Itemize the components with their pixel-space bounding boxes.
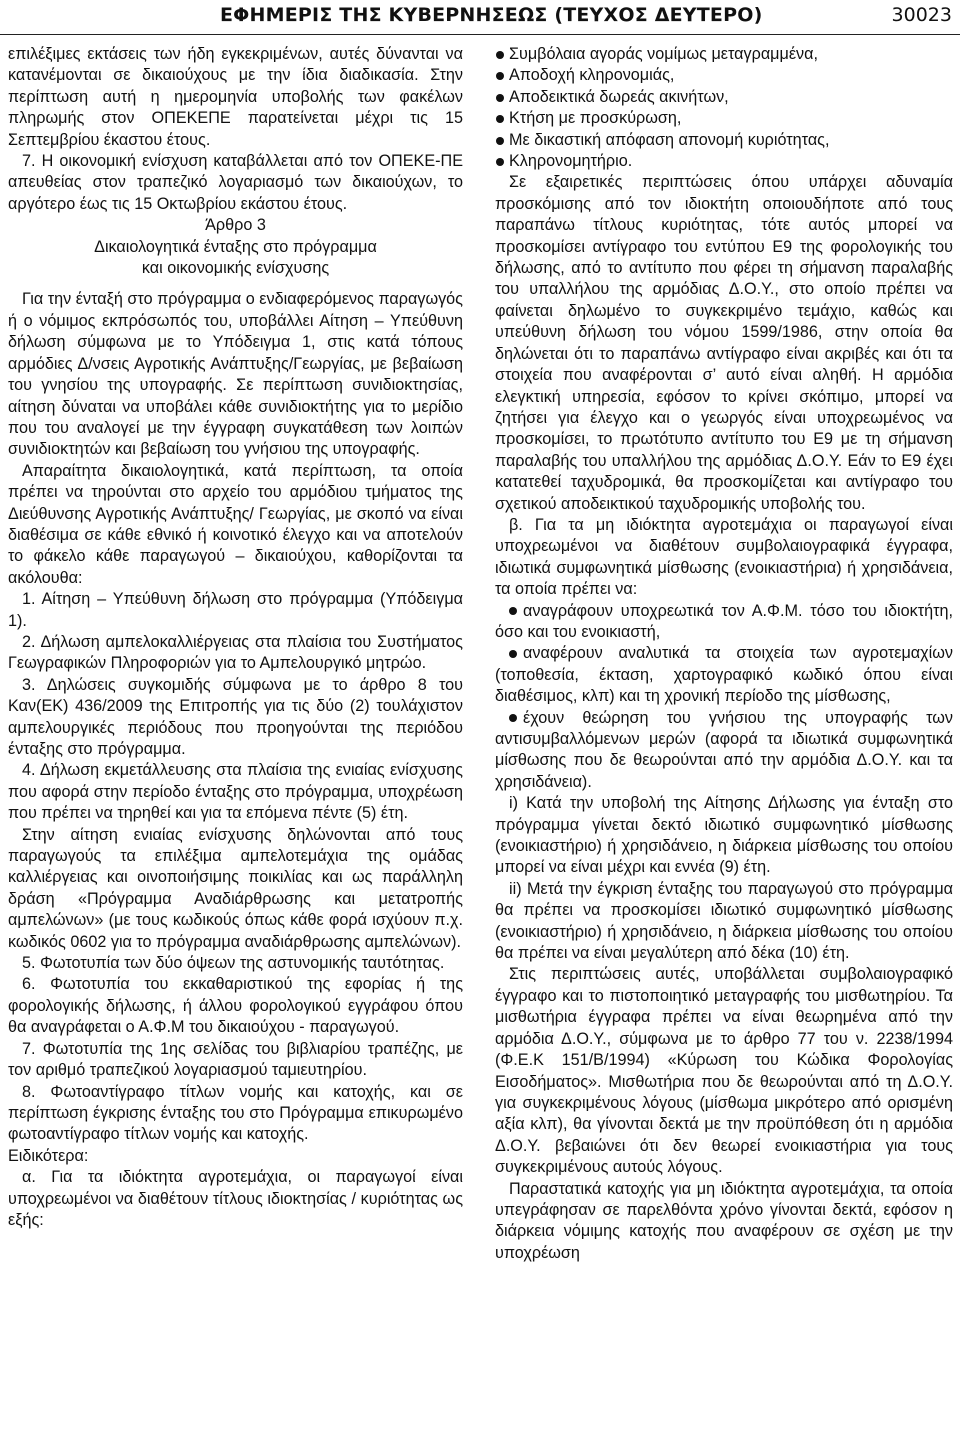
bullet-item: έχουν θεώρηση του γνήσιου της υπογραφής των αντισυμβαλλόμενων μερών (αφορά τα ιδιωτικά συμφωνητικά μίσθωσης που δε θεωρούνται από την αρμόδια Δ.Ο.Υ. και τα χρησιδάνεια). <box>495 708 953 791</box>
paragraph: Παραστατικά κατοχής για μη ιδιόκτητα αγροτεμάχια, τα οποία υπεγράφησαν σε παρελθόντα χρόνο γίνονται δεκτά, εφόσον η διάρκεια νόμιμης κατοχής που αναφέρουν σε σχέση με την υποχρέωση <box>495 1179 953 1262</box>
list-item: 3. Δηλώσεις συγκομιδής σύμφωνα με το άρθρο 8 του Καν(ΕΚ) 436/2009 της Επιτροπής για τις δύο (2) τουλάχιστον αμπελουργικές περιόδους που προηγούνται της περιόδου ένταξης στο πρόγραμμα. <box>8 675 463 758</box>
list-item: 7. Φωτοτυπία της 1ης σελίδας του βιβλιαρίου τραπέζης, με τον αριθμό τραπεζικού λογαριασμού ταμιευτηρίου. <box>8 1039 463 1080</box>
bullet-item: Αποδοχή κληρονομιάς, <box>495 65 953 86</box>
article-subtitle: και οικονομικής ενίσχυσης <box>141 259 330 278</box>
paragraph: Για την ένταξή στο πρόγραμμα ο ενδιαφερόμενος παραγωγός ή ο νόμιμος εκπρόσωπός του, υποβάλλει Αίτηση – Υπεύθυνη δήλωση σύμφωνα με το Υπόδειγμα 1, στις κατά τόπους αρμόδιες Δ/νσεις Αγροτικής Ανάπτυξης/Γεωργίας, με βεβαίωση του γνησίου της υπογραφής. Σε περίπτωση συνιδιοκτησίας, αίτηση δύναται να υποβάλει κάθε συνιδιοκτήτης για το μερίδιο που του αναλογεί με την έγγραφη συγκατάθεση των λοιπών συνιδιοκτητών και βεβαίωση του γνήσιου της υπογραφής. <box>8 290 463 459</box>
bullet-item: Με δικαστική απόφαση απονομή κυριότητας, <box>495 130 953 151</box>
bullet-item: Αποδεικτικά δωρεάς ακινήτων, <box>495 87 953 108</box>
paragraph: Στις περιπτώσεις αυτές, υποβάλλεται συμβολαιογραφικό έγγραφο και το πιστοποιητικό μεταγραφής του μισθωτηρίου. Τα μισθωτήρια έγγραφα πρέπει να είναι θεωρημένα από την αρμόδια Δ.Ο.Υ., σύμφωνα με το άρθρο 77 του ν. 2238/1994 (Φ.Ε.Κ 151/Β/1994) «Κύρωση του Κώδικα Φορολογίας Εισοδήματος». Μισθωτήρια που δε θεωρούνται από τη Δ.Ο.Υ. για συγκεκριμένους λόγους (μίσθωμα μικρότερο από ορισμένη αξία κλπ), θα γίνονται δεκτά με την προϋπόθεση ότι η αρμόδια Δ.Ο.Υ. βεβαιώνει ότι δεν θεωρεί ενοικιαστήρια για τους συγκεκριμένους αυτούς λόγους. <box>495 965 953 1177</box>
gazette-title: ΕΦΗΜΕΡΙΣ ΤΗΣ ΚΥΒΕΡΝΗΣΕΩΣ (ΤΕΥΧΟΣ ΔΕΥΤΕΡΟ) <box>220 4 763 26</box>
bullet-icon <box>509 714 517 722</box>
bullet-icon <box>495 108 506 129</box>
bullet-icon <box>495 44 506 65</box>
list-item: 5. Φωτοτυπία των δύο όψεων της αστυνομικής ταυτότητας. <box>22 954 445 973</box>
paragraph: Ειδικότερα: <box>8 1146 89 1165</box>
paragraph: i) Κατά την υποβολή της Αίτησης Δήλωσης για ένταξη στο πρόγραμμα γίνεται δεκτό ιδιωτικό συμφωνητικό μίσθωσης (ενοικιαστήριο) ή χρησιδάνειο, η διάρκεια μίσθωσης του οποίου μπορεί να είναι μέχρι και εννέα (9) έτη. <box>495 794 953 877</box>
bullet-item: αναφέρουν αναλυτικά τα στοιχεία των αγροτεμαχίων (τοποθεσία, έκταση, χαρτογραφικό κωδικό όπου είναι διαθέσιμος, κλπ) και τη χρονική περίοδο της μίσθωσης, <box>495 644 953 706</box>
paragraph: ii) Μετά την έγκριση ένταξης του παραγωγού στο πρόγραμμα θα πρέπει να προσκομίσει ιδιωτικό συμφωνητικό μίσθωσης (ενοικιαστήριο) ή χρησιδάνειο, η διάρκεια μίσθωσης του οποίου θα πρέπει να είναι μεγαλύτερη από δέκα (10) έτη. <box>495 879 953 963</box>
article-title: Άρθρο 3 <box>205 216 266 235</box>
list-item: 8. Φωτοαντίγραφο τίτλων νομής και κατοχής, και σε περίπτωση έγκρισης ένταξης του στο Πρόγραμμα επικυρωμένο φωτοαντίγραφο τίτλων νομής και κατοχής. <box>8 1082 463 1144</box>
list-item: 6. Φωτοτυπία του εκκαθαριστικού της εφορίας ή της φορολογικής δήλωσης, ή άλλου φορολογικού εγγράφου όπου θα αναγράφεται ο Α.Φ.Μ του δικαιούχου - παραγωγού. <box>8 975 463 1037</box>
paragraph: επιλέξιμες εκτάσεις των ήδη εγκεκριμένων, αυτές δύνανται να κατανέμονται σε δικαιούχους με την ίδια διαδικασία. Στην περίπτωση αυτή η ημερομηνία υποβολής των φακέλων πληρωμής στον ΟΠΕΚΕΠΕ παρατείνεται μέχρι τις 15 Σεπτεμβρίου έκαστου έτους. <box>8 45 463 149</box>
paragraph: Σε εξαιρετικές περιπτώσεις όπου υπάρχει αδυναμία προσκόμισης από τον ιδιοκτήτη οποιουδήποτε από τους παραπάνω τίτλους κυριότητας, τότε αυτός μπορεί να προσκομίσει αντίγραφο του εντύπου Ε9 της φορολογικής του δήλωσης, από το αντίτυπο που φέρει τη σήμανση παραλαβής του υπαλλήλου της αρμόδιας Δ.Ο.Υ., στο οποίο πρέπει να φαίνεται δηλωμένο το συγκεκριμένο τεμάχιο, καθώς και υπεύθυνη δήλωση του νόμου 1599/1986, στην οποία θα δηλώνεται ότι το παραπάνω αντίγραφο είναι ακριβές και ότι τα στοιχεία που αναφέρονται σ’ αυτό είναι αληθή. Η αρμόδια ελεγκτική υπηρεσία, εφόσον το κρίνει σκόπιμο, μπορεί να ζητήσει για έλεγχο και ο γεωργός είναι υποχρεωμένος να προσκομίσει, το πρωτότυπο αντίτυπο του Ε9 με τη σήμανση παραλαβής του υπαλλήλου της αρμόδιας Δ.Ο.Υ. Εάν το Ε9 έχει κατατεθεί ταχυδρομικά, θα προσκομίζεται και αντίγραφο του σχετικού αποδεικτικού ταχυδρομικής υποβολής του. <box>495 173 953 513</box>
bullet-item: Κτήση με προσκύρωση, <box>495 108 953 129</box>
right-column <box>495 44 953 1264</box>
header-rule <box>0 34 960 35</box>
left-column <box>8 44 463 1231</box>
bullet-item: Κληρονομητήριο. <box>495 151 953 172</box>
bullet-item: αναγράφουν υποχρεωτικά τον Α.Φ.Μ. τόσο του ιδιοκτήτη, όσο και του ενοικιαστή, <box>495 601 953 641</box>
bullet-icon <box>495 87 506 108</box>
paragraph: α. Για τα ιδιόκτητα αγροτεμάχια, οι παραγωγοί είναι υποχρεωμένοι να διαθέτουν τίτλους ιδιοκτησίας / κυριότητας ως εξής: <box>8 1168 463 1229</box>
list-item: 1. Αίτηση – Υπεύθυνη δήλωση στο πρόγραμμα (Υπόδειγμα 1). <box>8 590 463 630</box>
paragraph: Απαραίτητα δικαιολογητικά, κατά περίπτωση, τα οποία πρέπει να τηρούνται στο αρχείο του αρμόδιου τμήματος της Διεύθυνσης Αγροτικής Ανάπτυξης/ Γεωργίας, με σκοπό να είναι διαθέσιμα σε κάθε εθνικό ή κοινοτικό έλεγχο και να αποτελούν το φάκελο κάθε παραγωγού – δικαιούχου, καθορίζονται τα ακόλουθα: <box>8 461 463 587</box>
bullet-icon <box>495 65 506 86</box>
bullet-icon <box>495 130 506 151</box>
bullet-icon <box>509 650 517 658</box>
bullet-icon <box>509 607 517 615</box>
article-subtitle: Δικαιολογητικά ένταξης στο πρόγραμμα <box>94 237 377 256</box>
paragraph: Στην αίτηση ενιαίας ενίσχυσης δηλώνονται από τους παραγωγούς τα επιλέξιμα αμπελοτεμάχια της ομάδας καλλιέργειας και οινοποιήσιμης ποικιλίας και ως παράλληλη δράση «Πρόγραμμα Αναδιάρθρωσης και μετατροπής αμπελώνων» (με τους κωδικούς όπως κάθε φορά ισχύουν π.χ. κωδικός 0602 για το πρόγραμμα αναδιάρθρωσης αμπελώνων). <box>8 825 463 951</box>
bullet-icon <box>495 151 506 172</box>
page-number: 30023 <box>891 4 952 26</box>
paragraph: 7. Η οικονομική ενίσχυση καταβάλλεται από τον ΟΠΕΚΕ-ΠΕ απευθείας στον τραπεζικό λογαριασμό των δικαιούχων, το αργότερο έως τις 15 Οκτωβρίου εκάστου έτους. <box>8 152 463 213</box>
bullet-item: Συμβόλαια αγοράς νομίμως μεταγραμμένα, <box>495 44 953 65</box>
list-item: 2. Δήλωση αμπελοκαλλιέργειας στα πλαίσια του Συστήματος Γεωγραφικών Πληροφοριών για το Αμπελουργικό μητρώο. <box>8 632 463 673</box>
list-item: 4. Δήλωση εκμετάλλευσης στα πλαίσια της ενιαίας ενίσχυσης που αφορά στην περίοδο ένταξης στο πρόγραμμα, υποχρέωση που πρέπει να τηρηθεί και για τα επόμενα πέντε (5) έτη. <box>8 761 463 823</box>
paragraph: β. Για τα μη ιδιόκτητα αγροτεμάχια οι παραγωγοί είναι υποχρεωμένοι να διαθέτουν συμβολαιογραφικά έγγραφα, ιδιωτικά συμφωνητικά μίσθωσης (ενοικιαστήρια) ή χρησιδάνεια, τα οποία πρέπει να: <box>495 515 953 599</box>
